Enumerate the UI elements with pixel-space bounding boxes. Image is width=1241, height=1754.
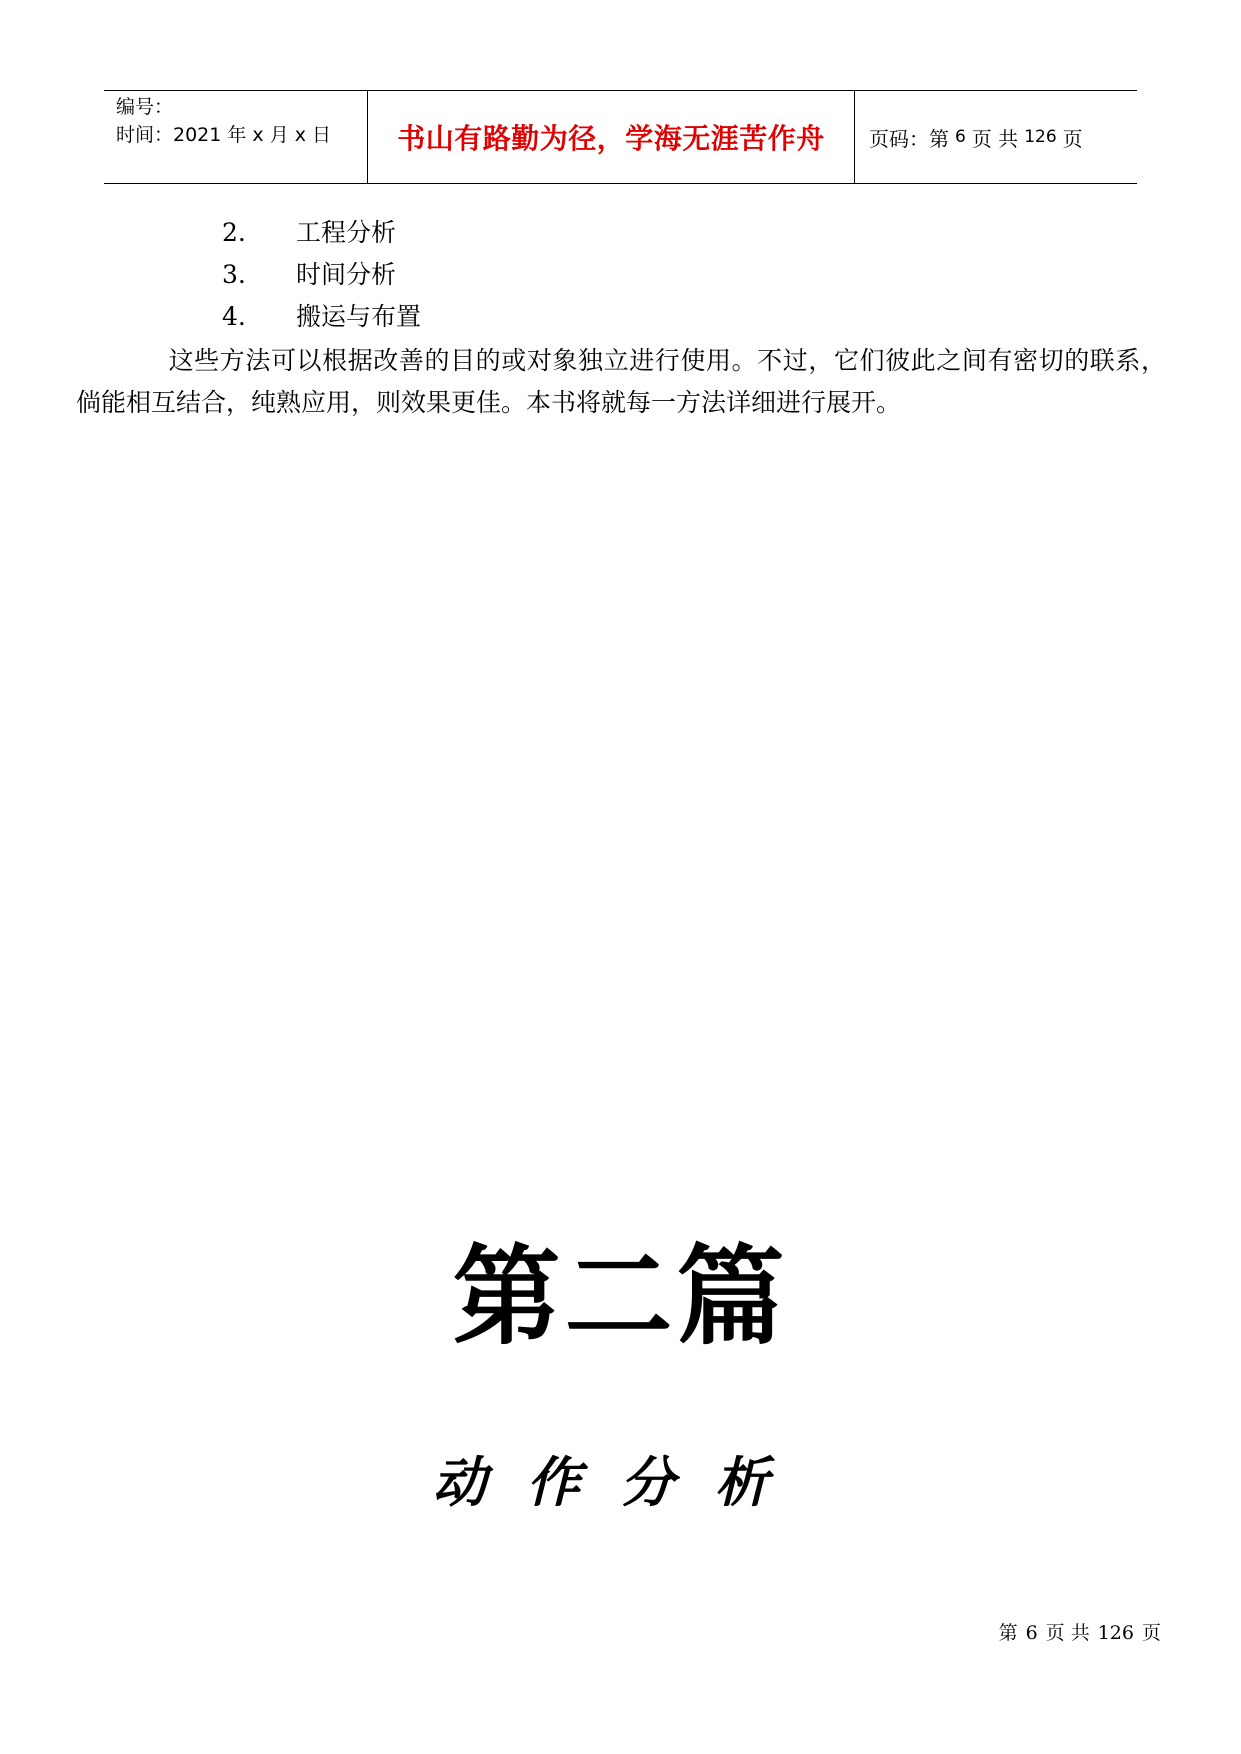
page-header [104,90,1137,184]
list-item [222,296,421,338]
footer-current: 6 [1025,1622,1038,1644]
list-item-number: 4. [222,302,246,331]
header-meta [104,91,367,183]
footer-suffix: 页 [1141,1622,1161,1644]
footer-total: 126 [1097,1622,1134,1644]
method-list [222,212,421,338]
body-paragraph-text: 这些方法可以根据改善的目的或对象独立进行使用。不过，它们彼此之间有密切的联系，倘能相互结合，纯熟应用，则效果更佳。本书将就每一方法详细进行展开。 [76,346,1166,417]
page-total: 126 [1024,127,1057,147]
list-item-text: 搬运与布置 [296,302,422,331]
list-item-number: 3. [222,260,246,289]
page-footer [995,1618,1165,1645]
part-title: 第二篇 [452,1235,789,1360]
part-subtitle: 动作分析 [432,1450,809,1514]
page-suffix: 页 [1062,126,1083,151]
header-page-info [855,91,1137,183]
list-item-text: 时间分析 [296,260,397,289]
motto-text: 书山有路勤为径，学海无涯苦作舟 [397,122,825,155]
list-item [222,212,421,254]
serial-label: 编号： [116,96,174,118]
page-current: 6 [955,127,966,147]
body-paragraph [76,340,1166,424]
page-middle: 页 共 [971,126,1019,151]
list-item-text: 工程分析 [296,218,397,247]
footer-middle: 页 共 [1045,1622,1090,1644]
footer-prefix: 第 [998,1622,1018,1644]
list-item-number: 2. [222,218,246,247]
date-label: 时间：2021 年 x 月 x 日 [116,124,332,146]
page-prefix: 页码：第 [869,126,949,151]
header-motto-cell [367,91,855,183]
list-item [222,254,421,296]
